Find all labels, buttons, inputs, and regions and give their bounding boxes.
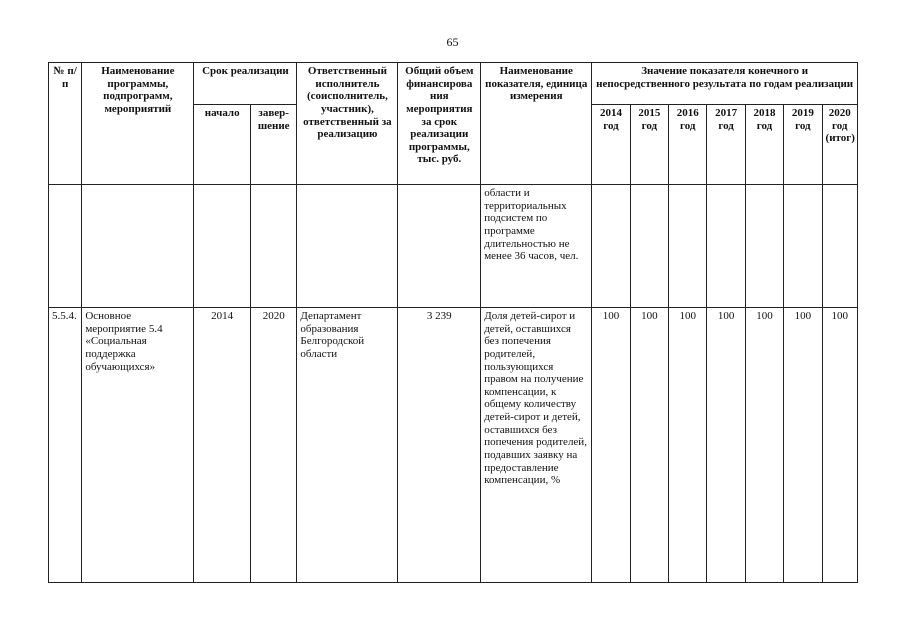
header-num: № п/п [49, 63, 82, 185]
cell-empty [822, 185, 857, 308]
header-year: 2017 год [707, 105, 745, 185]
cell-empty [630, 185, 668, 308]
table-row-continuation [49, 185, 858, 308]
header-year: 2020 год (итог) [822, 105, 857, 185]
header-year: 2016 год [669, 105, 707, 185]
header-funding: Общий объем финансирова ния мероприятия за срок реализации программы, тыс. руб. [398, 63, 481, 185]
cell-empty [707, 185, 745, 308]
cell-empty [49, 185, 82, 308]
page-number: 65 [446, 35, 459, 49]
header-executor: Ответственный исполнитель (соисполнитель, участник), ответственный за реализацию [297, 63, 398, 185]
table-row [49, 308, 858, 583]
cell-empty [784, 185, 822, 308]
header-term-end: завер-шение [250, 105, 296, 185]
header-year: 2019 год [784, 105, 822, 185]
program-table [48, 62, 858, 583]
header-row-main [49, 63, 858, 105]
cell-value: 100 [669, 308, 707, 583]
cell-value: 100 [592, 308, 630, 583]
cell-empty [250, 185, 296, 308]
header-name: Наименование программы, подпрограмм, мероприятий [82, 63, 194, 185]
cell-empty [297, 185, 398, 308]
header-year: 2018 год [745, 105, 783, 185]
cell-empty [745, 185, 783, 308]
cell-empty [592, 185, 630, 308]
header-year: 2014 год [592, 105, 630, 185]
cell-value: 100 [745, 308, 783, 583]
cell-empty [194, 185, 251, 308]
cell-value: 100 [707, 308, 745, 583]
header-term: Срок реализации [194, 63, 297, 105]
cell-funding: 3 239 [398, 308, 481, 583]
cell-end: 2020 [250, 308, 296, 583]
header-year: 2015 год [630, 105, 668, 185]
cell-indicator: области и территориальных подсистем по программе длительностью не менее 36 часов, чел. [481, 185, 592, 308]
cell-value: 100 [784, 308, 822, 583]
cell-num: 5.5.4. [49, 308, 82, 583]
cell-name: Основное мероприятие 5.4 «Социальная поддержка обучающихся» [82, 308, 194, 583]
cell-empty [82, 185, 194, 308]
cell-value: 100 [822, 308, 857, 583]
header-values-group: Значение показателя конечного и непосредственного результата по годам реализации [592, 63, 858, 105]
cell-executor: Департамент образования Белгородской области [297, 308, 398, 583]
cell-empty [398, 185, 481, 308]
header-term-start: начало [194, 105, 251, 185]
header-indicator: Наименование показателя, единица измерения [481, 63, 592, 185]
cell-start: 2014 [194, 308, 251, 583]
cell-indicator: Доля детей-сирот и детей, оставшихся без попечения родителей, пользующихся правом на получение компенсации, к общему количеству детей-сирот и детей, оставшихся без попечения родителей, подавших заявку на предоставление компенсации, % [481, 308, 592, 583]
cell-value: 100 [630, 308, 668, 583]
cell-empty [669, 185, 707, 308]
